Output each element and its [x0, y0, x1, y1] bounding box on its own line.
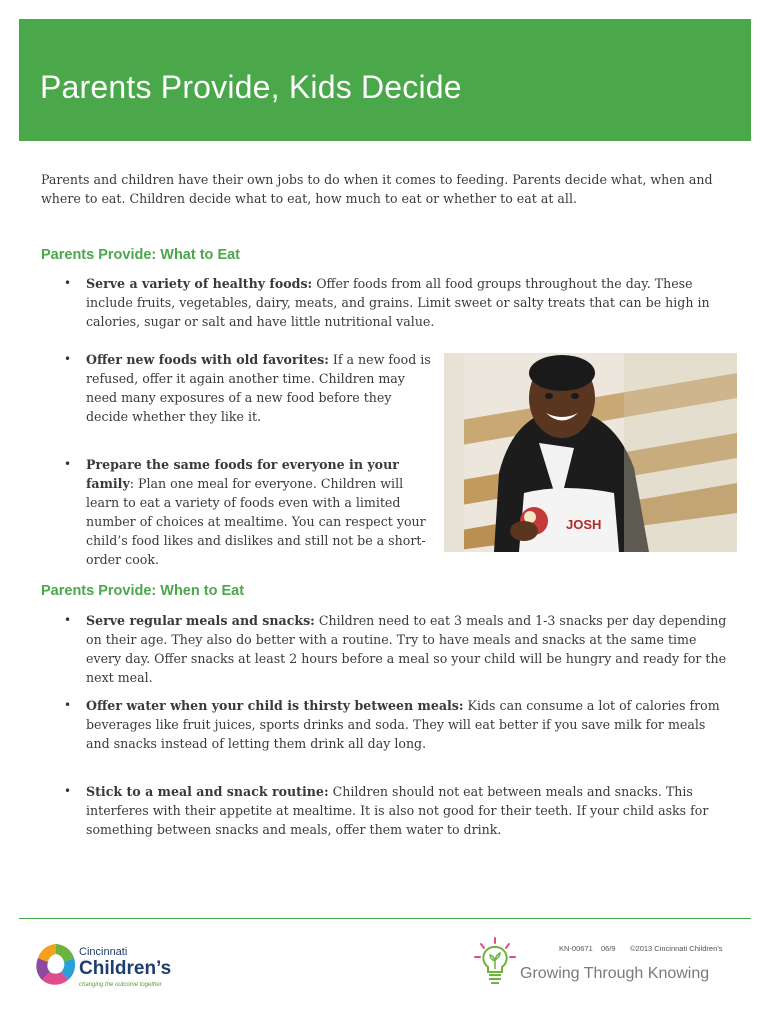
intro-paragraph: Parents and children have their own jobs to do when it comes to feeding. Parents decide what, when and where to eat. Children decide what to eat, how much to eat or whether to eat at all. [41, 172, 713, 206]
list-item [86, 696, 726, 753]
logo-line1: Cincinnati [79, 946, 128, 958]
item-text: : Plan one meal for everyone. Children will learn to eat a variety of foods even with a limited number of choices at mealtime. You can respect your child’s food likes and dislikes and still not be a short-order cook. [86, 476, 426, 567]
section-heading-when: Parents Provide: When to Eat [41, 583, 245, 599]
page-title: Parents Provide, Kids Decide [40, 69, 462, 105]
item-lead: Serve a variety of healthy foods: [86, 276, 313, 291]
section-heading-what: Parents Provide: What to Eat [41, 247, 241, 263]
document-code: KN-00671 [559, 944, 593, 953]
child-eating-apple-photo [444, 353, 737, 552]
document-date: 06/9 [601, 944, 616, 953]
item-lead: Offer water when your child is thirsty between meals: [86, 698, 464, 713]
list-item [86, 350, 431, 426]
logo-mark-icon [34, 940, 78, 990]
list-item [86, 455, 431, 569]
list-item [86, 611, 731, 687]
item-text: Children need to eat 3 meals and 1-3 snacks per day depending on their age. They also do better with a routine. Try to have meals and snacks at the same time every day. Offer snacks at least 2 hours before a meal so your child will be hungry and ready for the next meal. [86, 613, 727, 685]
item-lead: Stick to a meal and snack routine: [86, 784, 329, 799]
program-name: Growing Through Knowing [520, 965, 710, 982]
list-item [86, 782, 726, 839]
item-lead: Prepare the same foods for everyone in your family [86, 457, 399, 491]
item-lead: Serve regular meals and snacks: [86, 613, 315, 628]
item-text: Children should not eat between meals and snacks. This interferes with their appetite at mealtime. It is also not good for their teeth. If your child asks for something between snacks and meals, offer them water to drink. [86, 784, 709, 837]
item-lead: Offer new foods with old favorites: [86, 352, 329, 367]
item-text: If a new food is refused, offer it again another time. Children may need many exposures of a new food before they decide whether they like it. [86, 352, 431, 424]
photo-illustration [444, 353, 737, 552]
logo-line2: Children’s [79, 958, 172, 979]
item-text: Kids can consume a lot of calories from beverages like fruit juices, sports drinks and soda. They will eat better if you save milk for meals and snacks instead of letting them drink all day long. [86, 698, 720, 751]
footer-divider [19, 918, 751, 919]
lightbulb-icon [473, 936, 517, 988]
list-item [86, 274, 726, 331]
item-text: Offer foods from all food groups throughout the day. These include fruits, vegetables, dairy, meats, and grains. Limit sweet or salty treats that can be high in calories, sugar or salt and have little nutritional value. [86, 276, 710, 329]
logo-tagline: changing the outcome together [79, 982, 162, 988]
jersey-text: JOSH [566, 517, 602, 532]
copyright: ©2013 Cincinnati Children’s [630, 944, 723, 953]
title-banner [19, 19, 751, 141]
